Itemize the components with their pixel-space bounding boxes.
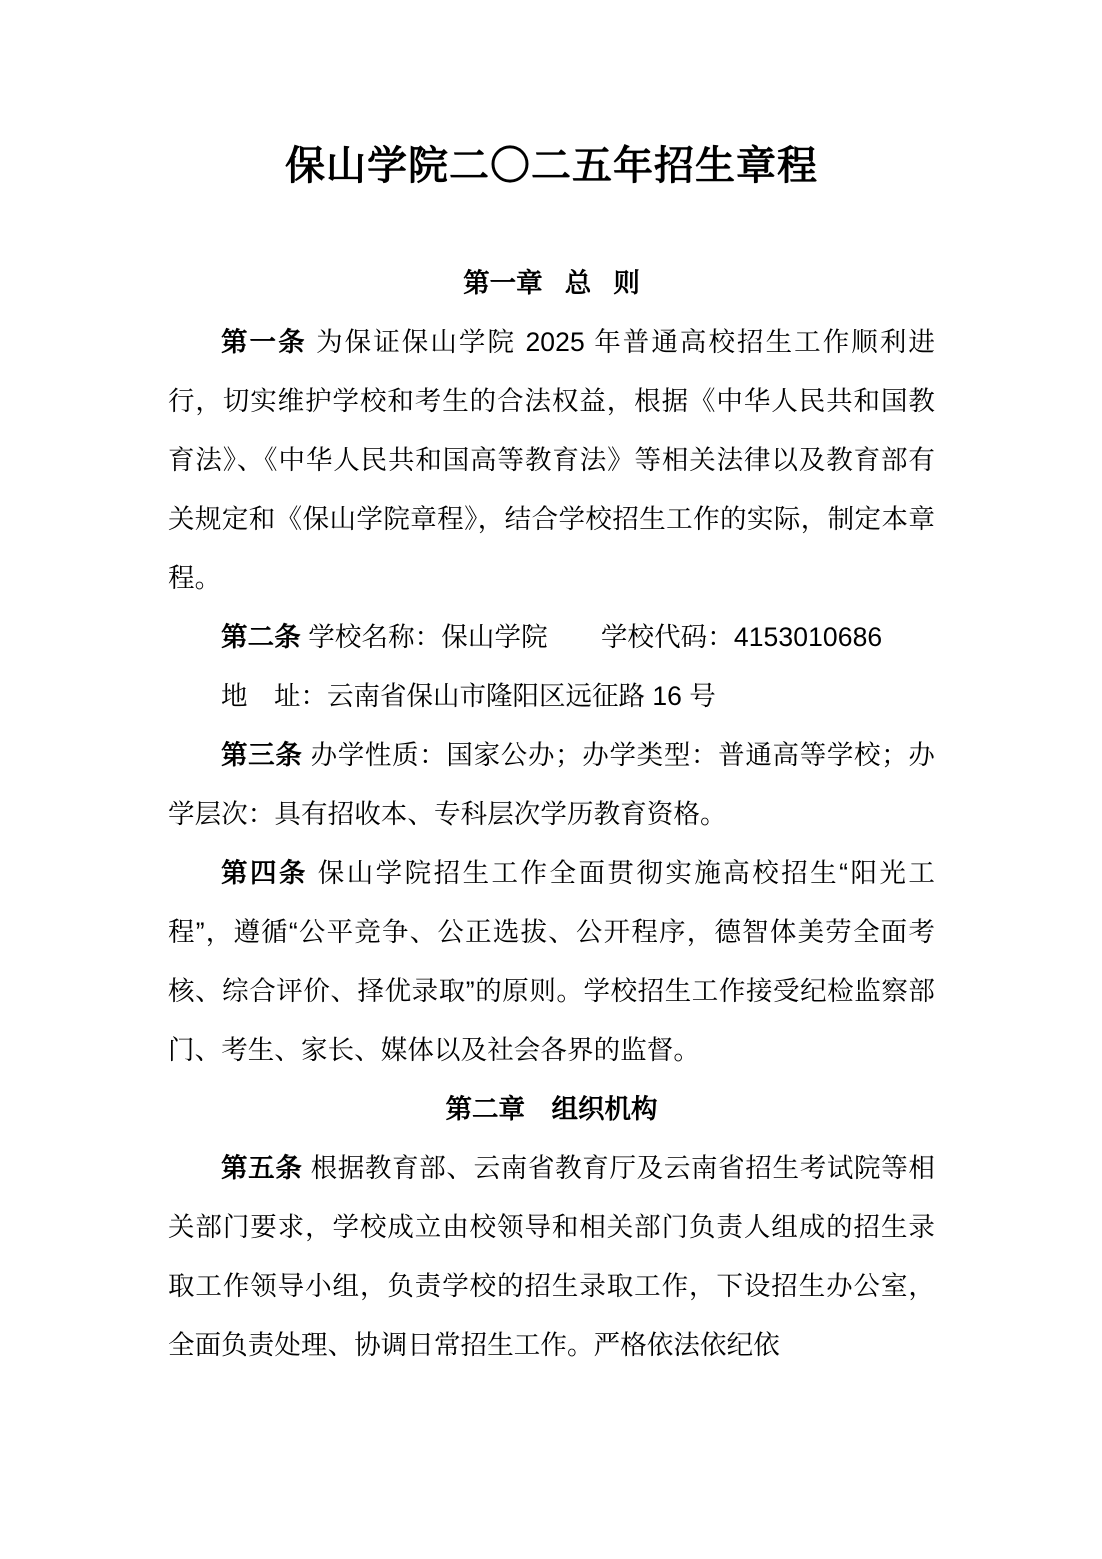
- page-title: 保山学院二〇二五年招生章程: [285, 143, 818, 188]
- article-text-5: 根据教育部、云南省教育厅及云南省招生考试院等相关部门要求，学校成立由校领导和相关部门负责人组成的招生录取工作领导小组，负责学校的招生录取工作，下设招生办公室，全面负责处理、协调日常招生工作。严格依法依纪依: [168, 1153, 935, 1360]
- article-paragraph-2: [168, 608, 935, 667]
- chapter-heading-2: 第二章 组织机构: [445, 1094, 658, 1124]
- title-spacer: [168, 186, 935, 254]
- article-text-4: 保山学院招生工作全面贯彻实施高校招生“阳光工程”，遵循“公平竞争、公正选拔、公开程序，德智体美劳全面考核、综合评价、择优录取”的原则。学校招生工作接受纪检监察部门、考生、家长、媒体以及社会各界的监督。: [168, 858, 935, 1065]
- article-label-3: 第三条: [221, 740, 303, 770]
- article-text-3: 办学性质：国家公办；办学类型：普通高等学校；办学层次：具有招收本、专科层次学历教育资格。: [168, 740, 935, 829]
- school-address-line: 地 址：云南省保山市隆阳区远征路 16 号: [221, 681, 716, 711]
- article-paragraph-5: [168, 1139, 935, 1375]
- article-paragraph-3: [168, 726, 935, 844]
- article-text-2: 学校名称：保山学院 学校代码：4153010686: [300, 622, 883, 652]
- article-paragraph-4: [168, 844, 935, 1080]
- article-label-5: 第五条: [221, 1153, 303, 1183]
- document-content: [168, 0, 935, 1375]
- article-label-2: 第二条: [221, 622, 301, 652]
- article-label-4: 第四条: [221, 858, 308, 888]
- article-text-1: 为保证保山学院 2025 年普通高校招生工作顺利进行，切实维护学校和考生的合法权益，根据《中华人民共和国教育法》、《中华人民共和国高等教育法》等相关法律以及教育部有关规定和《保山学院章程》，结合学校招生工作的实际，制定本章程。: [168, 327, 935, 593]
- chapter-heading-1: 第一章 总 则: [463, 268, 640, 298]
- article-paragraph-1: [168, 313, 935, 608]
- article-label-1: 第一条: [221, 327, 307, 357]
